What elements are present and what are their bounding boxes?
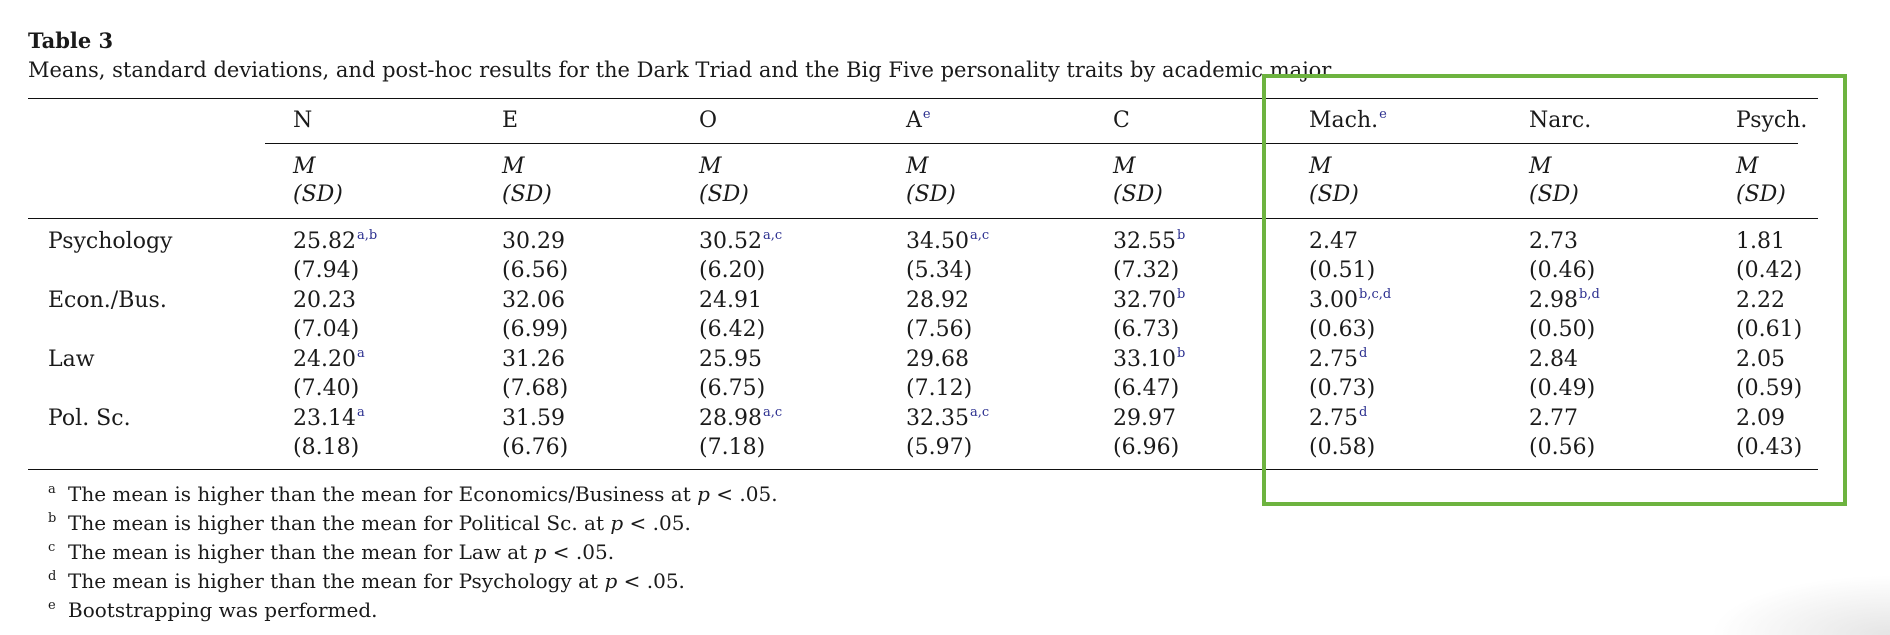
- footnote-marker: b: [48, 511, 57, 526]
- cell-mean: [1113, 229, 1185, 254]
- mean-value: 24.91: [699, 288, 762, 313]
- cell-mean: [1113, 406, 1176, 431]
- footnote-marker: a: [356, 405, 365, 420]
- mean-value: 3.00: [1309, 288, 1358, 313]
- cell-sd: (0.49): [1529, 376, 1596, 401]
- cell-mean: [293, 288, 356, 313]
- mean-value: 2.73: [1529, 229, 1578, 254]
- cell-mean: [699, 406, 782, 431]
- footnote-marker: e: [1379, 107, 1387, 122]
- cell-mean: [906, 288, 969, 313]
- cell-sd: (6.47): [1113, 376, 1180, 401]
- footnote-marker: a,c: [969, 228, 990, 243]
- mean-value: 2.05: [1736, 347, 1785, 372]
- footnote: [48, 540, 614, 564]
- footnote-marker: b: [1176, 228, 1186, 243]
- mean-value: 32.55: [1113, 229, 1176, 254]
- footnote-tail: < .05.: [623, 511, 691, 535]
- table-caption: Means, standard deviations, and post-hoc results for the Dark Triad and the Big Five personality traits by academic major.: [28, 58, 1336, 82]
- cell-mean: [699, 347, 762, 372]
- cell-mean: [502, 229, 565, 254]
- cell-mean: [502, 406, 565, 431]
- cell-sd: (7.04): [293, 317, 360, 342]
- cell-sd: (7.18): [699, 435, 766, 460]
- cell-sd: (0.63): [1309, 317, 1376, 342]
- mean-value: 34.50: [906, 229, 969, 254]
- column-header-label: C: [1113, 108, 1130, 133]
- footnote: [48, 482, 778, 506]
- cell-sd: (7.40): [293, 376, 360, 401]
- cell-mean: [906, 347, 969, 372]
- cell-mean: [293, 406, 365, 431]
- mean-value: 32.70: [1113, 288, 1176, 313]
- cell-sd: (5.34): [906, 258, 973, 283]
- mean-value: 33.10: [1113, 347, 1176, 372]
- cell-sd: (7.94): [293, 258, 360, 283]
- column-header-label: Mach.: [1309, 108, 1379, 133]
- mean-value: 28.92: [906, 288, 969, 313]
- column-header-label: N: [293, 108, 313, 133]
- mean-value: 2.75: [1309, 347, 1358, 372]
- footnote-text: The mean is higher than the mean for Law at: [68, 540, 534, 564]
- cell-sd: (6.75): [699, 376, 766, 401]
- subheader-mean: M: [906, 154, 929, 179]
- column-header-label: Narc.: [1529, 108, 1592, 133]
- footnote-marker: d: [48, 569, 57, 584]
- cell-sd: (6.20): [699, 258, 766, 283]
- column-header-label: O: [699, 108, 718, 133]
- cell-sd: (6.42): [699, 317, 766, 342]
- cell-sd: (6.96): [1113, 435, 1180, 460]
- mean-value: 29.97: [1113, 406, 1176, 431]
- cell-sd: (0.73): [1309, 376, 1376, 401]
- subheader-sd: (SD): [293, 182, 343, 207]
- cell-sd: (8.18): [293, 435, 360, 460]
- mean-value: 2.09: [1736, 406, 1785, 431]
- cell-mean: [699, 288, 762, 313]
- mean-value: 25.82: [293, 229, 356, 254]
- mean-value: 2.77: [1529, 406, 1578, 431]
- footnote-marker: a,c: [762, 405, 783, 420]
- subheader-mean: M: [1309, 154, 1332, 179]
- footnote-marker: b: [1176, 346, 1186, 361]
- footnote-text: Bootstrapping was performed.: [68, 598, 378, 622]
- mean-value: 32.06: [502, 288, 565, 313]
- footnote-marker: a: [48, 482, 56, 497]
- subheader-mean: M: [293, 154, 316, 179]
- mean-value: 2.47: [1309, 229, 1358, 254]
- cell-mean: [906, 406, 989, 431]
- footnote-marker: e: [922, 107, 931, 122]
- corner-shadow: [1710, 575, 1890, 635]
- mean-value: 24.20: [293, 347, 356, 372]
- cell-sd: (0.51): [1309, 258, 1376, 283]
- cell-sd: (6.56): [502, 258, 569, 283]
- subheader-sd: (SD): [1736, 182, 1786, 207]
- row-label: Law: [48, 347, 95, 372]
- row-label: Psychology: [48, 229, 173, 254]
- column-header: [699, 108, 717, 133]
- subheader-mean: M: [699, 154, 722, 179]
- mean-value: 31.26: [502, 347, 565, 372]
- cell-sd: (7.32): [1113, 258, 1180, 283]
- subheader-sd: (SD): [1309, 182, 1359, 207]
- footnote-tail: < .05.: [709, 482, 778, 506]
- cell-sd: (0.50): [1529, 317, 1596, 342]
- cell-sd: (6.73): [1113, 317, 1180, 342]
- footnote-text: The mean is higher than the mean for Economics/Business at: [68, 482, 698, 506]
- subheader-sd: (SD): [1529, 182, 1579, 207]
- footnote-marker: a: [356, 346, 365, 361]
- column-header: [906, 108, 931, 133]
- p-symbol: p: [697, 482, 710, 506]
- subheader-sd: (SD): [502, 182, 552, 207]
- footnote-marker: a,b: [356, 228, 378, 243]
- footnote-tail: < .05.: [546, 540, 615, 564]
- cell-sd: (0.59): [1736, 376, 1803, 401]
- mean-value: 2.98: [1529, 288, 1578, 313]
- mean-value: 2.22: [1736, 288, 1785, 313]
- cell-mean: [293, 347, 365, 372]
- cell-sd: (6.99): [502, 317, 569, 342]
- footnote-marker: a,c: [969, 405, 990, 420]
- column-header: [293, 108, 312, 133]
- footnote-marker: a,c: [762, 228, 783, 243]
- mean-value: 30.52: [699, 229, 762, 254]
- mean-value: 1.81: [1736, 229, 1785, 254]
- cell-sd: (7.12): [906, 376, 973, 401]
- subheader-mean: M: [1736, 154, 1759, 179]
- cell-sd: (0.56): [1529, 435, 1596, 460]
- column-header-label: Psych.: [1736, 108, 1808, 133]
- footnote-marker: d: [1358, 405, 1368, 420]
- subheader-sd: (SD): [1113, 182, 1163, 207]
- highlight-box: [1262, 74, 1847, 506]
- mean-value: 32.35: [906, 406, 969, 431]
- row-label: Pol. Sc.: [48, 406, 131, 431]
- column-header: [502, 108, 518, 133]
- cell-mean: [1113, 347, 1185, 372]
- cell-sd: (0.46): [1529, 258, 1596, 283]
- mean-value: 29.68: [906, 347, 969, 372]
- cell-sd: (7.56): [906, 317, 973, 342]
- cell-sd: (0.58): [1309, 435, 1376, 460]
- cell-sd: (0.43): [1736, 435, 1803, 460]
- footnote-text: The mean is higher than the mean for Political Sc. at: [68, 511, 611, 535]
- footnote-marker: b,d: [1578, 287, 1600, 302]
- cell-sd: (0.42): [1736, 258, 1803, 283]
- mean-value: 25.95: [699, 347, 762, 372]
- p-symbol: p: [604, 569, 618, 593]
- subheader-mean: M: [502, 154, 525, 179]
- cell-mean: [1113, 288, 1185, 313]
- cell-sd: (7.68): [502, 376, 569, 401]
- footnote-marker: c: [48, 540, 56, 555]
- row-label: Econ./Bus.: [48, 288, 167, 313]
- column-header-label: E: [502, 108, 519, 133]
- footnote: [48, 511, 691, 535]
- footnote-marker: b,c,d: [1358, 287, 1392, 302]
- mean-value: 23.14: [293, 406, 356, 431]
- cell-mean: [502, 288, 565, 313]
- cell-sd: (0.61): [1736, 317, 1803, 342]
- p-symbol: p: [533, 540, 547, 564]
- footnote-tail: < .05.: [617, 569, 685, 593]
- mean-value: 2.84: [1529, 347, 1578, 372]
- mean-value: 28.98: [699, 406, 762, 431]
- mean-value: 2.75: [1309, 406, 1358, 431]
- footnote-text: The mean is higher than the mean for Psychology at: [68, 569, 605, 593]
- footnote-marker: d: [1358, 346, 1368, 361]
- cell-mean: [293, 229, 377, 254]
- column-header: [1113, 108, 1130, 133]
- subheader-mean: M: [1113, 154, 1136, 179]
- footnote: [48, 598, 377, 622]
- subheader-sd: (SD): [699, 182, 749, 207]
- cell-sd: (6.76): [502, 435, 569, 460]
- mean-value: 30.29: [502, 229, 565, 254]
- footnote-marker: b: [1176, 287, 1186, 302]
- cell-mean: [906, 229, 989, 254]
- cell-mean: [699, 229, 782, 254]
- mean-value: 31.59: [502, 406, 565, 431]
- table-label: Table 3: [28, 28, 114, 53]
- footnote-marker: e: [48, 598, 56, 613]
- cell-sd: (5.97): [906, 435, 973, 460]
- column-header-label: A: [906, 108, 922, 133]
- subheader-mean: M: [1529, 154, 1552, 179]
- cell-mean: [502, 347, 565, 372]
- subheader-sd: (SD): [906, 182, 956, 207]
- p-symbol: p: [610, 511, 624, 535]
- mean-value: 20.23: [293, 288, 356, 313]
- footnote: [48, 569, 685, 593]
